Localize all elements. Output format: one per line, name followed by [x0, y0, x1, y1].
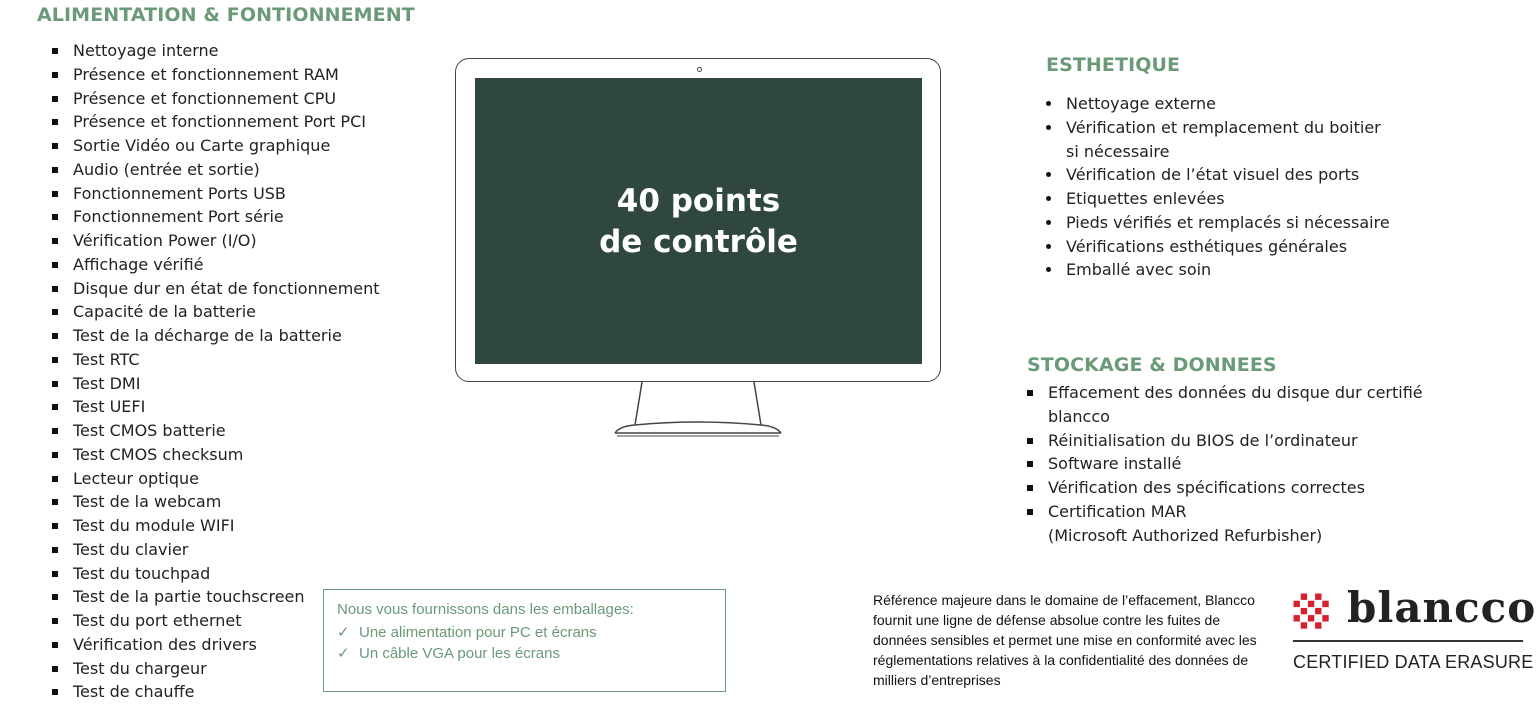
power-check-item: Test du clavier	[48, 538, 380, 562]
power-check-item: Test du module WIFI	[48, 514, 380, 538]
storage-check-item	[1023, 500, 1423, 548]
blancco-description-line: réglementations relatives à la confidentialité des données de	[873, 652, 1249, 668]
power-check-item: Test de la partie touchscreen	[48, 585, 380, 609]
blancco-divider	[1293, 640, 1523, 642]
aesthetics-check-item	[1041, 211, 1390, 235]
power-check-item: Test de la décharge de la batterie	[48, 324, 380, 348]
power-check-item: Présence et fonctionnement Port PCI	[48, 110, 380, 134]
power-check-item: Test UEFI	[48, 395, 380, 419]
power-check-item: Test de chauffe	[48, 680, 380, 704]
packaging-title: Nous vous fournissons dans les emballages:	[337, 601, 634, 618]
aesthetics-check-item	[1041, 235, 1390, 259]
blancco-mark-square	[1315, 622, 1321, 628]
screen-headline	[475, 181, 922, 263]
power-check-item: Fonctionnement Port série	[48, 205, 380, 229]
packaging-list	[337, 622, 597, 664]
aesthetics-check-item	[1041, 92, 1390, 116]
blancco-mark-square	[1294, 601, 1300, 607]
aesthetics-check-item	[1041, 258, 1390, 282]
blancco-mark-square	[1294, 615, 1300, 621]
aesthetics-check-item-line: Etiquettes enlevées	[1066, 189, 1225, 208]
aesthetics-check-item-line: Nettoyage externe	[1066, 94, 1216, 113]
power-check-item: Disque dur en état de fonctionnement	[48, 277, 380, 301]
aesthetics-check-item	[1041, 116, 1390, 164]
power-check-item: Lecteur optique	[48, 467, 380, 491]
power-check-item: Test du chargeur	[48, 657, 380, 681]
power-check-item: Test DMI	[48, 372, 380, 396]
screen-headline-line-2: de contrôle	[599, 224, 798, 260]
power-check-item: Test du port ethernet	[48, 609, 380, 633]
power-check-item: Audio (entrée et sortie)	[48, 158, 380, 182]
blancco-description-line: données sensibles et permet une mise en conformité avec les	[873, 632, 1257, 648]
power-check-item: Test CMOS batterie	[48, 419, 380, 443]
blancco-description-line: Référence majeure dans le domaine de l’effacement, Blancco	[873, 592, 1255, 608]
aesthetics-check-item	[1041, 187, 1390, 211]
power-check-item: Présence et fonctionnement CPU	[48, 87, 380, 111]
packaging-item	[337, 622, 597, 643]
power-check-item: Capacité de la batterie	[48, 300, 380, 324]
blancco-mark-square	[1322, 601, 1328, 607]
webcam-dot	[697, 67, 702, 72]
storage-check-item-line: Certification MAR	[1048, 501, 1187, 521]
blancco-mark-square	[1301, 622, 1307, 628]
storage-section-title: STOCKAGE & DONNEES	[1027, 354, 1277, 376]
power-check-item: Sortie Vidéo ou Carte graphique	[48, 134, 380, 158]
packaging-box	[323, 589, 726, 692]
power-check-item: Test du touchpad	[48, 562, 380, 586]
storage-check-item	[1023, 381, 1423, 429]
storage-check-item-line: Effacement des données du disque dur certifié	[1048, 383, 1423, 402]
screen-headline-line-1: 40 points	[616, 183, 781, 219]
blancco-mark-square	[1315, 608, 1321, 614]
aesthetics-checklist	[1041, 92, 1390, 282]
power-check-item: Présence et fonctionnement RAM	[48, 63, 380, 87]
aesthetics-check-item-line: Emballé avec soin	[1066, 260, 1212, 280]
blancco-mark-square	[1322, 615, 1328, 621]
blancco-mark-square	[1308, 601, 1314, 607]
power-check-item: Test RTC	[48, 348, 380, 372]
monitor-screen	[475, 78, 922, 364]
aesthetics-check-item-line: Vérification et remplacement du boitier	[1066, 117, 1381, 137]
storage-check-item	[1023, 429, 1423, 453]
storage-checklist	[1023, 381, 1423, 547]
power-check-item: Test de la webcam	[48, 490, 380, 514]
monitor-illustration	[455, 58, 941, 382]
storage-check-item-line: (Microsoft Authorized Refurbisher)	[1048, 525, 1323, 545]
power-check-item: Affichage vérifié	[48, 253, 380, 277]
storage-check-item-line: Vérification des spécifications correctes	[1048, 478, 1365, 497]
blancco-wordmark: blancco	[1347, 583, 1537, 632]
power-check-item: Test CMOS checksum	[48, 443, 380, 467]
aesthetics-check-item-line: si nécessaire	[1066, 141, 1170, 161]
blancco-tagline: CERTIFIED DATA ERASURE	[1293, 652, 1534, 672]
aesthetics-check-item-line: Pieds vérifiés et remplacés si nécessaire	[1066, 212, 1390, 232]
check-icon: ✓	[337, 645, 350, 662]
storage-check-item	[1023, 452, 1423, 476]
packaging-item-label: Une alimentation pour PC et écrans	[359, 624, 597, 641]
storage-check-item	[1023, 476, 1423, 500]
blancco-logo	[1293, 583, 1537, 673]
storage-check-item-line: blancco	[1048, 406, 1110, 426]
power-check-item: Nettoyage interne	[48, 39, 380, 63]
packaging-item-label: Un câble VGA pour les écrans	[359, 645, 560, 662]
blancco-mark-square	[1301, 608, 1307, 614]
blancco-description-line: milliers d’entreprises	[873, 672, 1001, 688]
blancco-mark-square	[1308, 615, 1314, 621]
blancco-description-line: fournit une ligne de défense absolue contre les fuites de	[873, 612, 1221, 628]
power-check-item: Vérification des drivers	[48, 633, 380, 657]
blancco-description	[873, 590, 1293, 690]
aesthetics-check-item	[1041, 163, 1390, 187]
aesthetics-check-item-line: Vérification de l’état visuel des ports	[1066, 165, 1360, 185]
power-section-title: ALIMENTATION & FONTIONNEMENT	[37, 4, 415, 26]
blancco-mark-square	[1315, 594, 1321, 600]
monitor-stand	[612, 381, 784, 441]
aesthetics-check-item-line: Vérifications esthétiques générales	[1066, 236, 1348, 256]
check-icon: ✓	[337, 624, 350, 641]
power-check-item: Fonctionnement Ports USB	[48, 182, 380, 206]
aesthetics-section-title: ESTHETIQUE	[1046, 54, 1181, 76]
packaging-item	[337, 643, 597, 664]
storage-check-item-line: Réinitialisation du BIOS de l’ordinateur	[1048, 430, 1358, 450]
blancco-mark-icon	[1293, 593, 1329, 629]
blancco-mark-square	[1301, 594, 1307, 600]
power-check-item: Vérification Power (I/O)	[48, 229, 380, 253]
storage-check-item-line: Software installé	[1048, 454, 1182, 474]
